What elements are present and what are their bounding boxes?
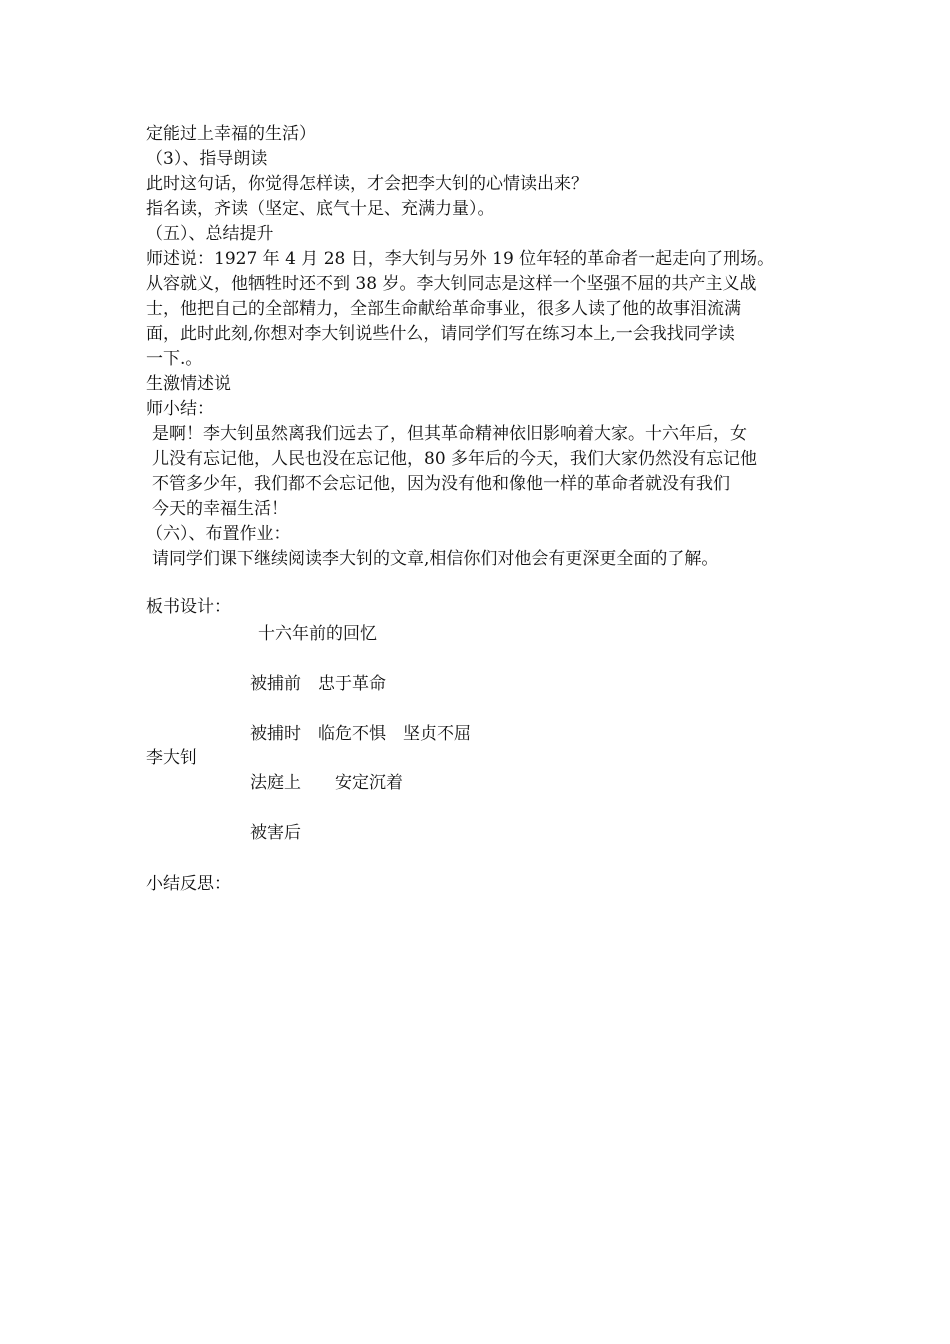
summary-line: 不管多少年，我们都不会忘记他，因为没有他和像他一样的革命者就没有我们	[152, 474, 730, 494]
board-heading: 十六年前的回忆	[258, 624, 377, 644]
text-line: 此时这句话，你觉得怎样读，才会把李大钊的心情读出来？	[146, 174, 588, 194]
board-name: 李大钊	[146, 748, 197, 768]
text-line: 请同学们课下继续阅读李大钊的文章,相信你们对他会有更深更全面的了解。	[152, 549, 719, 569]
board-row: 被捕时 临危不惧 坚贞不屈	[250, 724, 471, 744]
summary-line: 今天的幸福生活！	[152, 499, 288, 519]
narration-line: 士，他把自己的全部精力，全部生命献给革命事业，很多人读了他的故事泪流满	[146, 299, 741, 319]
document-body	[146, 122, 816, 920]
text-line: 指名读，齐读（坚定、底气十足、充满力量）。	[146, 199, 495, 219]
text-line: 生激情述说	[146, 374, 231, 394]
narration-line: 面，此时此刻,你想对李大钊说些什么，请同学们写在练习本上,一会我找同学读	[146, 324, 735, 344]
board-design	[146, 620, 816, 920]
text-line: 定能过上幸福的生活）	[146, 124, 316, 144]
reflection-title: 小结反思：	[146, 874, 231, 894]
narration-line: 从容就义，他牺牲时还不到 38 岁。李大钊同志是这样一个坚强不屈的共产主义战	[146, 274, 757, 294]
summary-line: 是啊！李大钊虽然离我们远去了，但其革命精神依旧影响着大家。十六年后，女	[152, 424, 747, 444]
board-row: 法庭上 安定沉着	[250, 773, 403, 793]
summary-line: 儿没有忘记他，人民也没在忘记他，80 多年后的今天，我们大家仍然没有忘记他	[152, 449, 758, 469]
board-row: 被捕前 忠于革命	[250, 674, 386, 694]
board-design-title: 板书设计：	[146, 597, 231, 617]
text-line: 师小结：	[146, 399, 214, 419]
narration-line: 师述说：1927 年 4 月 28 日，李大钊与另外 19 位年轻的革命者一起走向了刑场。	[146, 249, 775, 269]
section-heading-summary: （五）、总结提升	[146, 224, 274, 244]
section-heading-homework: （六）、布置作业：	[146, 524, 291, 544]
narration-line: 一下.。	[146, 349, 203, 369]
board-row: 被害后	[250, 823, 301, 843]
section-heading-read-aloud: （3）、指导朗读	[146, 149, 268, 169]
spacer	[146, 572, 816, 595]
